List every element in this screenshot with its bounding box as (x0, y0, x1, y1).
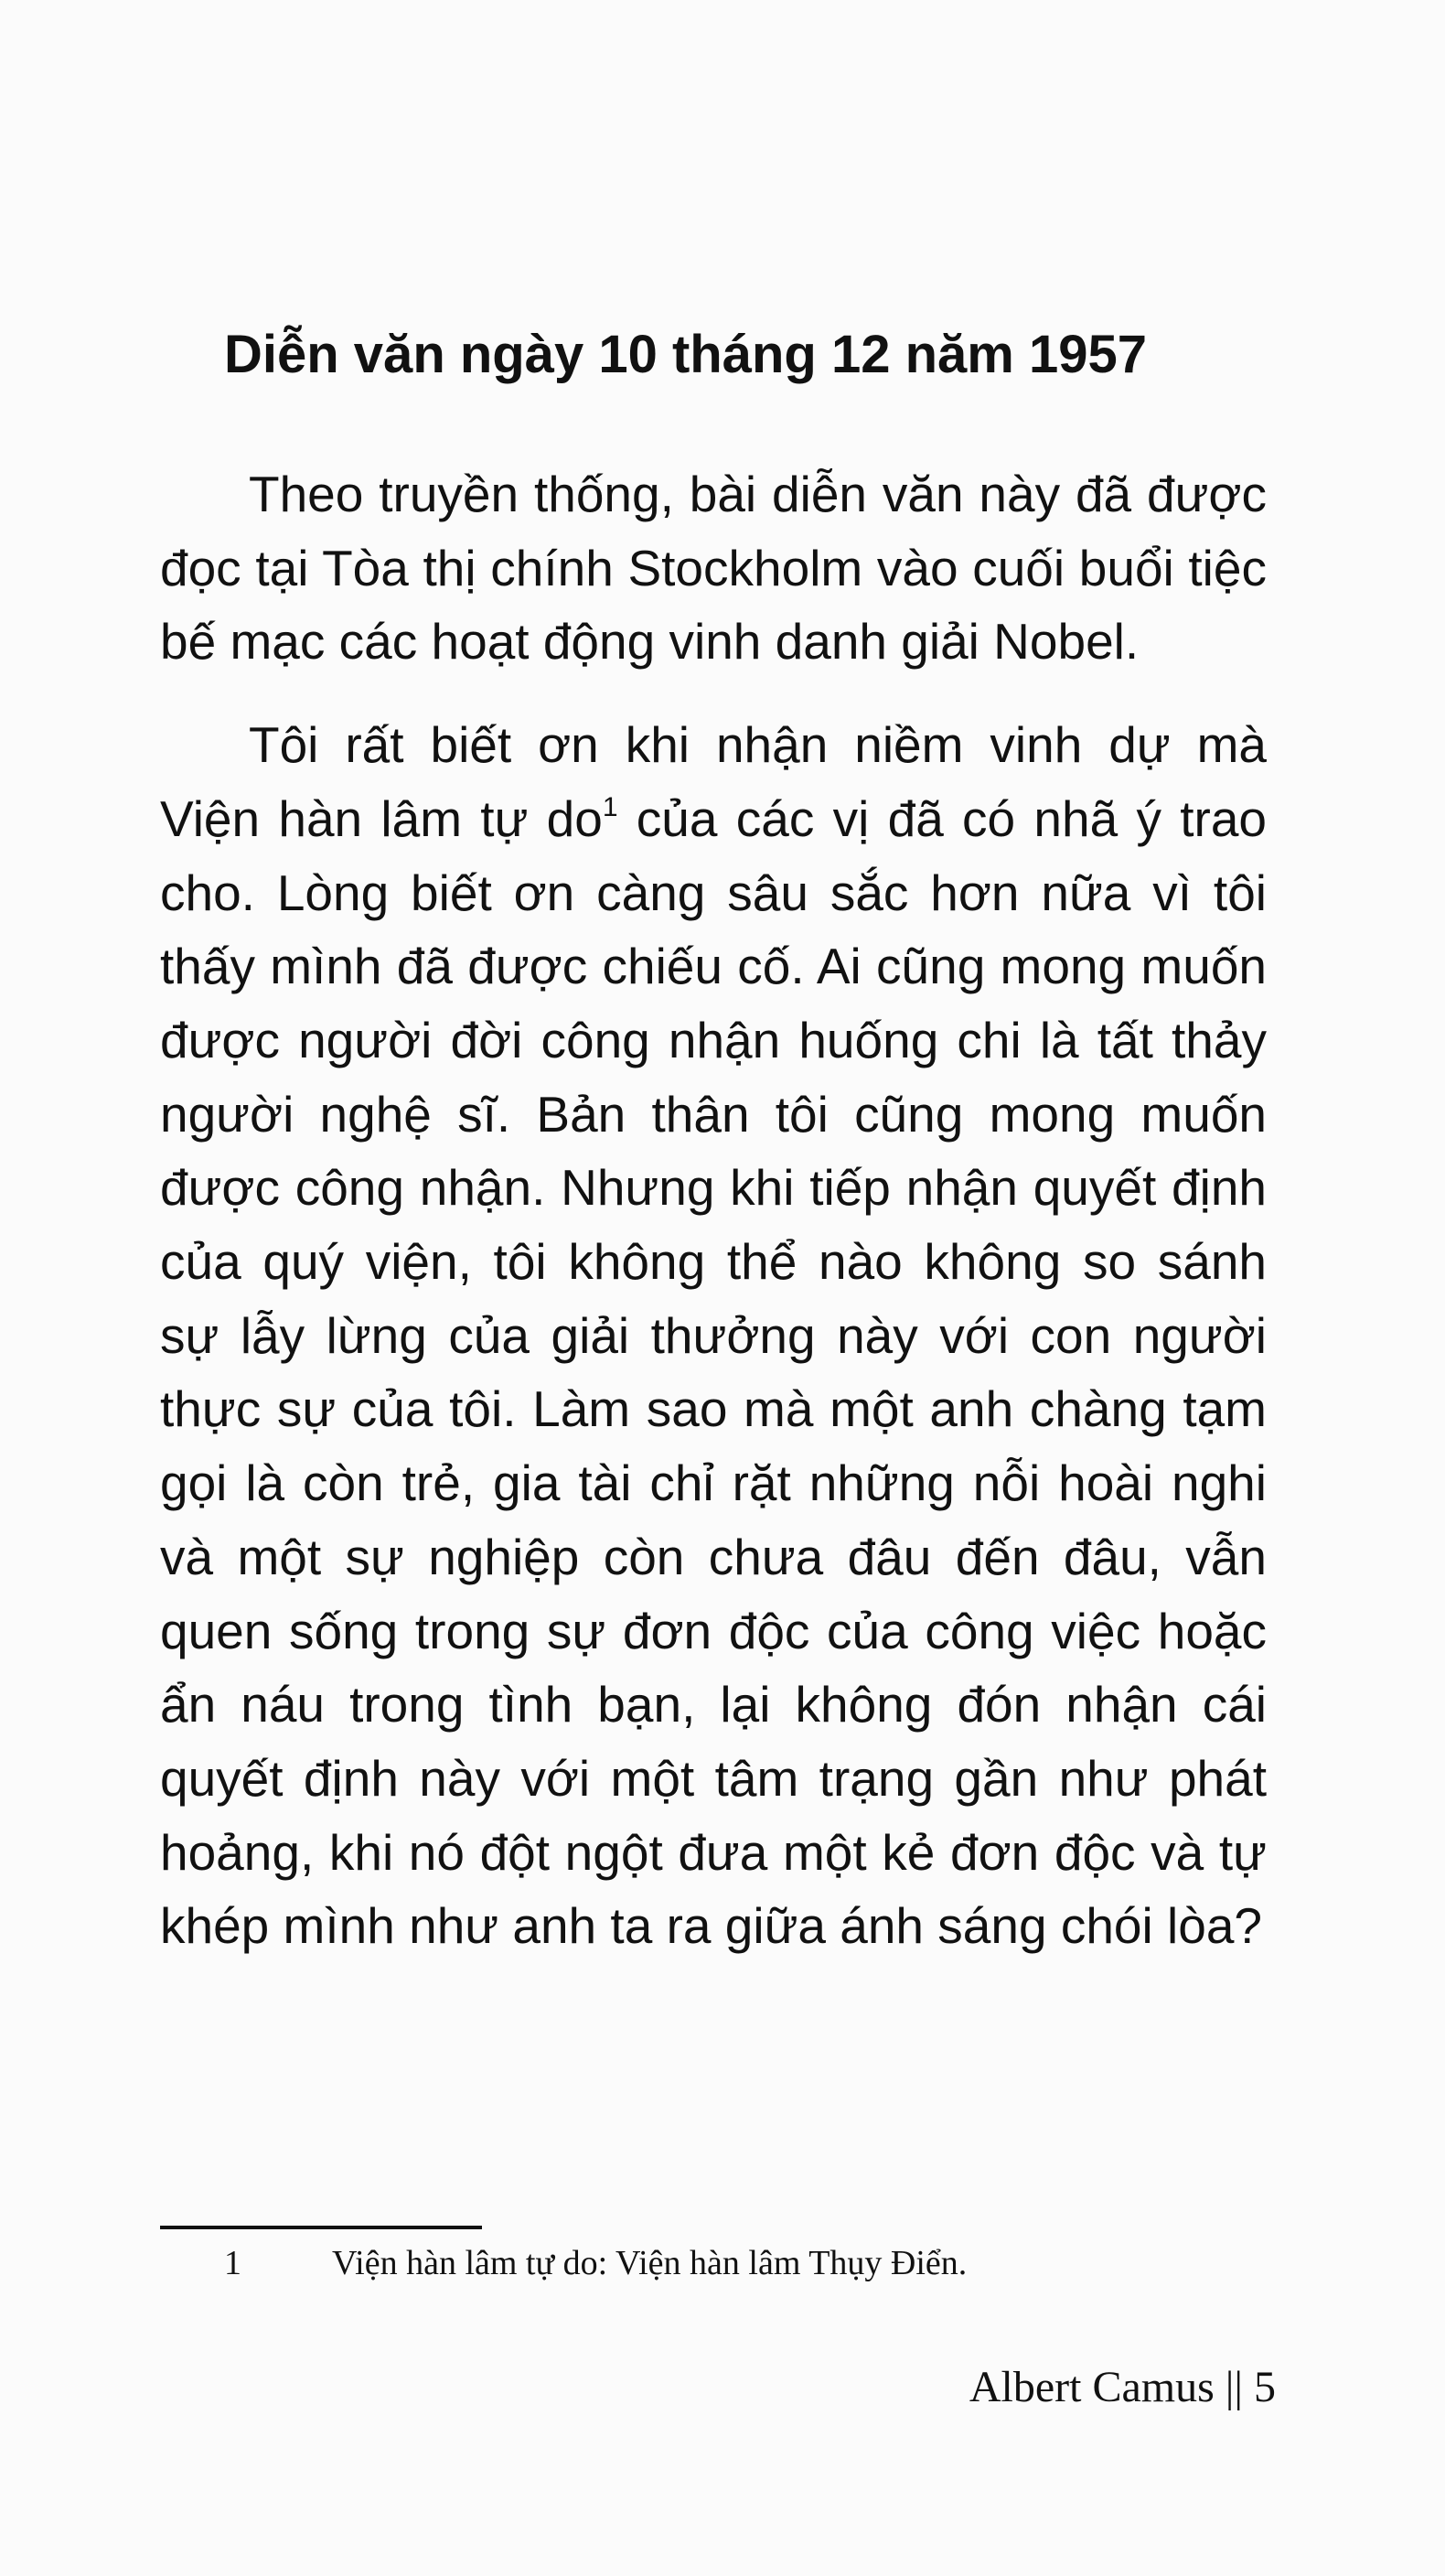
main-paragraph-rest: của các vị đã có nhã ý trao cho. Lòng biết ơn càng sâu sắc hơn nữa vì tôi thấy mình đã được chiếu cố. Ai cũng mong muốn được người đời công nhận huống chi là tất thảy người nghệ sĩ. Bản thân tôi cũng mong muốn được công nhận. Nhưng khi tiếp nhận quyết định của quý viện, tôi không thể nào không so sánh sự lẫy lừng của giải thưởng này với con người thực sự của tôi. Làm sao mà một anh chàng tạm gọi là còn trẻ, gia tài chỉ rặt những nỗi hoài nghi và một sự nghiệp còn chưa đâu đến đâu, vẫn quen sống trong sự đơn độc của công việc hoặc ẩn náu trong tình bạn, lại không đón nhận cái quyết định này với một tâm trạng gần như phát hoảng, khi nó đột ngột đưa một kẻ đơn độc và tự khép mình như anh ta ra giữa ánh sáng chói lòa? (160, 789, 1267, 1955)
footnote-number: 1 (224, 2244, 241, 2282)
footnote-divider (160, 2226, 482, 2229)
footnote (224, 2239, 1230, 2287)
main-paragraph-start: Tôi rất biết ơn khi nhận niềm vinh dự mà Viện hàn lâm tự do (160, 716, 1267, 847)
main-paragraph (160, 708, 1267, 1963)
body-text (160, 457, 1267, 1963)
footnote-reference: 1 (602, 791, 618, 822)
footnote-text: Viện hàn lâm tự do: Viện hàn lâm Thụy Điển. (332, 2244, 968, 2282)
running-footer: Albert Camus || 5 (969, 2363, 1276, 2411)
section-heading: Diễn văn ngày 10 tháng 12 năm 1957 (224, 325, 1147, 384)
intro-paragraph: Theo truyền thống, bài diễn văn này đã được đọc tại Tòa thị chính Stockholm vào cuối buổi tiệc bế mạc các hoạt động vinh danh giải Nobel. (160, 466, 1267, 671)
